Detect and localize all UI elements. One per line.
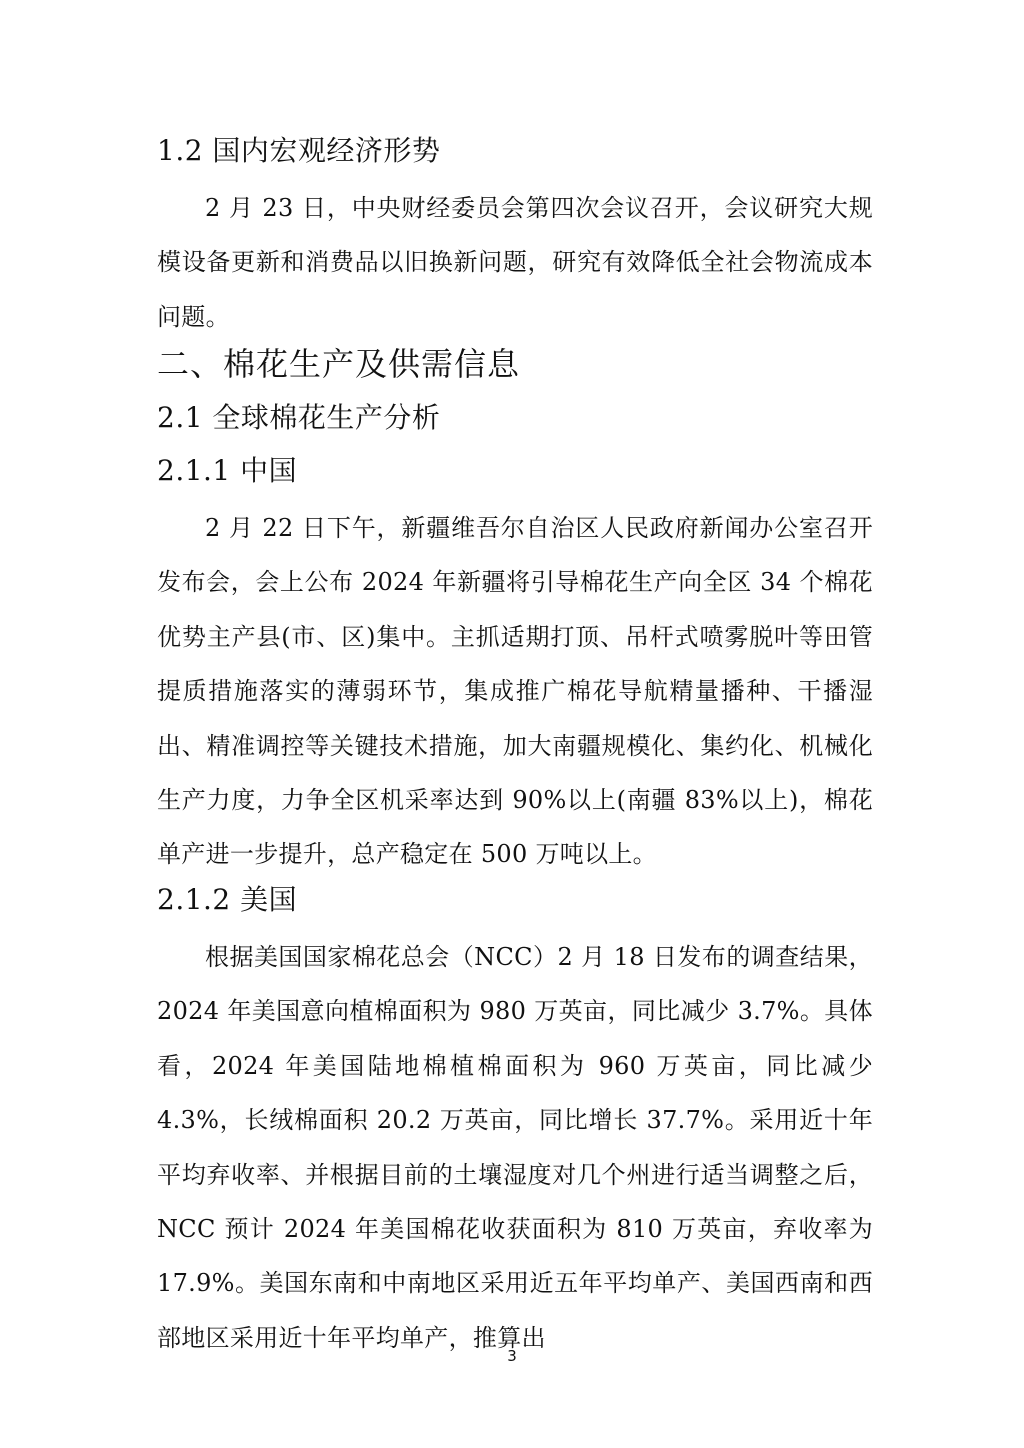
paragraph-china-cotton: 2 月 22 日下午，新疆维吾尔自治区人民政府新闻办公室召开发布会，会上公布 2024 年新疆将引导棉花生产向全区 34 个棉花优势主产县(市、区)集中。主抓适期打顶、吊杆式喷雾脱叶等田管提质措施落实的薄弱环节，集成推广棉花导航精量播种、干播湿出、精准调控等关键技术措施，加大南疆规模化、集约化、机械化生产力度，力争全区机采率达到 90%以上(南疆 83%以上)，棉花单产进一步提升，总产稳定在 500 万吨以上。 <box>157 514 873 869</box>
section-heading-1-2: 1.2 国内宏观经济形势 <box>157 134 441 167</box>
paragraph-usa-cotton: 根据美国国家棉花总会（NCC）2 月 18 日发布的调查结果，2024 年美国意向植棉面积为 980 万英亩，同比减少 3.7%。具体看，2024 年美国陆地棉植棉面积为 960 万英亩，同比减少 4.3%，长绒棉面积 20.2 万英亩，同比增长 37.7%。采用近十年平均弃收率、并根据目前的土壤湿度对几个州进行适当调整之后，NCC 预计 2024 年美国棉花收获面积为 810 万英亩，弃收率为 17.9%。美国东南和中南地区采用近五年平均单产、美国西南和西部地区采用近十年平均单产，推算出 <box>157 943 873 1352</box>
subsection-heading-usa: 2.1.2 美国 <box>157 883 298 916</box>
paragraph-macro-economy: 2 月 23 日，中央财经委员会第四次会议召开，会议研究大规模设备更新和消费品以旧换新问题，研究有效降低全社会物流成本问题。 <box>157 194 873 331</box>
section-heading-2-1: 2.1 全球棉花生产分析 <box>157 401 441 434</box>
subsection-heading-china: 2.1.1 中国 <box>157 454 298 487</box>
page-number: 3 <box>507 1347 517 1365</box>
chapter-heading-2: 二、棉花生产及供需信息 <box>157 345 521 383</box>
